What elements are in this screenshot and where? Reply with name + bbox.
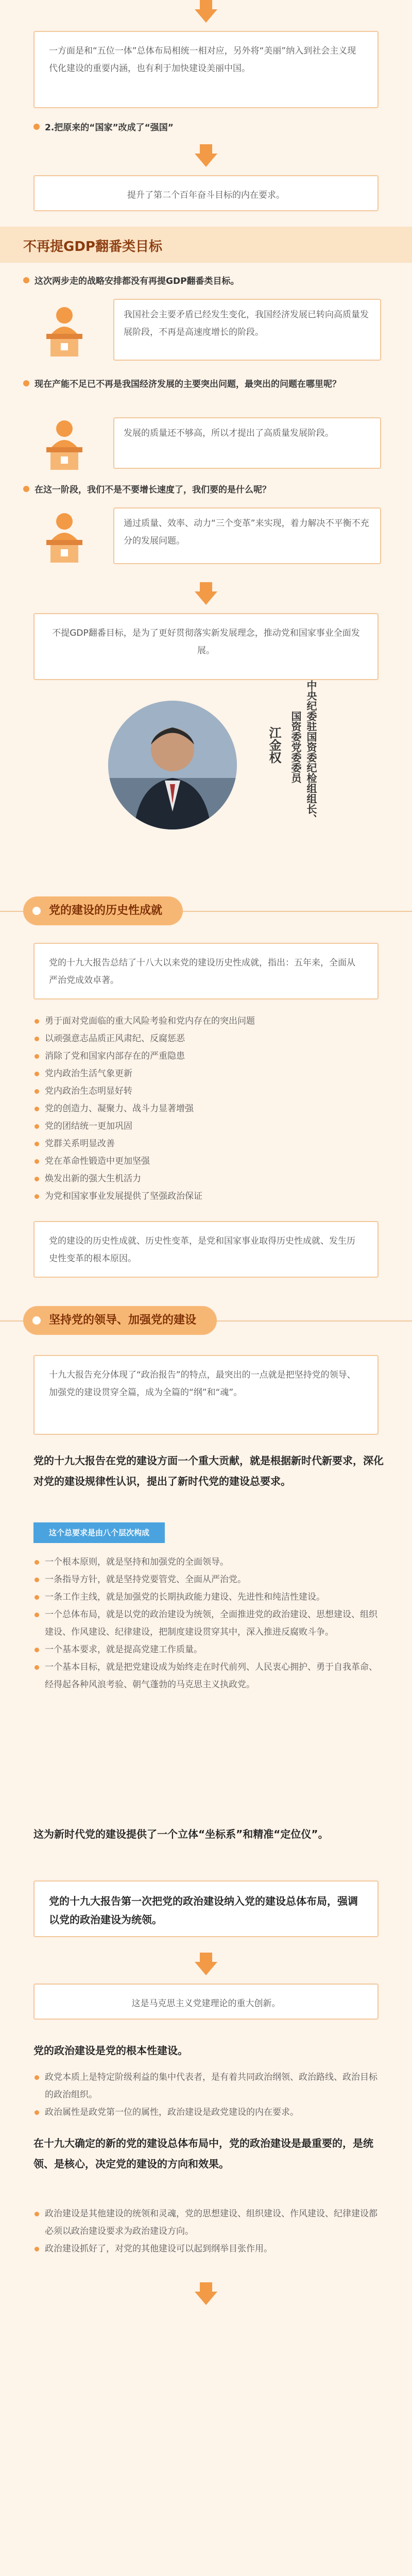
answer-box [113,507,381,564]
political-statement: 在十九大确定的新的党的建设总体布局中，党的政治建设是最重要的，是统领、是核心，决定党的建设的方向和效果。 [33,2137,373,2170]
section-header-gdp [0,227,412,263]
political-list [33,2069,384,2121]
list-item: 一条指导方针，就是坚持党要管党、全面从严治党。 [33,1571,384,1588]
list-item: 党的创造力、凝聚力、战斗力显著增强 [33,1100,384,1117]
pill-dot-icon [32,907,41,915]
section-pill-history [23,896,183,925]
speaker-title-line2: 国资委党委委员 [289,711,302,783]
list-item: 政治建设抓好了，对党的其他建设可以起到纲举目张作用。 [33,2240,384,2258]
question-text: 这次两步走的战略安排都没有再提GDP翻番类目标。 [35,276,239,286]
list-item: 一条工作主线，就是加强党的长期执政能力建设、先进性和纯洁性建设。 [33,1588,384,1606]
answer-box [113,417,381,469]
goal-box [33,175,379,211]
answer-text: 通过质量、效率、动力“三个变革”来实现，着力解决不平衡不充分的发展问题。 [124,518,369,546]
question-row [23,273,389,290]
leadership-intro-box [33,1355,379,1435]
speaker-portrait [108,701,237,829]
history-summary-box [33,1221,379,1278]
list-item: 党在革命性锻造中更加坚强 [33,1153,384,1170]
change-item-2-text: 2.把原来的“国家”改成了“强国” [45,123,174,133]
conclusion-text: 不提GDP翻番目标，是为了更好贯彻落实新发展理念，推动党和国家事业全面发展。 [52,628,360,656]
intro-paragraph: 一方面是和“五位一体”总体布局相统一相对应，另外将“美丽”纳入到社会主义现代化建设的重要内涵，也有利于加快建设美丽中国。 [49,46,356,74]
leadership-statement: 党的十九大报告在党的建设方面一个重大贡献，就是根据新时代新要求，深化对党的建设规律性认识，提出了新时代党的建设总要求。 [33,1454,384,1487]
innovation-box [33,1984,379,2020]
list-item: 政党本质上是特定阶级利益的集中代表者，是有着共同政治纲领、政治路线、政治目标的政治组织。 [33,2069,384,2104]
speaker-podium-icon [36,417,93,471]
political-title: 党的政治建设是党的根本性建设。 [33,2044,188,2057]
speaker-name: 江金权 [267,726,282,764]
history-list [33,1012,384,1205]
list-item: 一个总体布局，就是以党的政治建设为统领，全面推进党的政治建设、思想建设、组织建设、作风建设、纪律建设，把制度建设贯穿其中，深入推进反腐败斗争。 [33,1606,384,1641]
requirements-tag: 这个总要求是由八个层次构成 [33,1522,165,1543]
conclusion-box [33,613,379,680]
list-item: 以顽强意志品质正风肃纪、反腐惩恶 [33,1030,384,1047]
section-title: 不再提GDP翻番类目标 [23,239,162,255]
innovation-text: 这是马克思主义党建理论的重大创新。 [131,1998,281,2009]
down-arrow-icon [194,582,218,607]
section-title: 坚持党的领导、加强党的建设 [49,1314,197,1327]
list-item: 政治建设是其他建设的统领和灵魂，党的思想建设、组织建设、作风建设、纪律建设都必须以政治建设要求为政治建设方向。 [33,2205,384,2240]
section-title: 党的建设的历史性成就 [49,904,163,917]
section-pill-leadership [23,1306,217,1335]
goal-text: 提升了第二个百年奋斗目标的内在要求。 [127,190,285,200]
list-item: 为党和国家事业发展提供了坚强政治保证 [33,1188,384,1205]
intro-box [33,31,379,108]
answer-text: 发展的质量还不够高，所以才提出了高质量发展阶段。 [124,428,334,438]
history-intro-box [33,943,379,999]
list-item: 党内政治生活气象更新 [33,1065,384,1082]
list-item: 一个基本要求，就是提高党建工作质量。 [33,1641,384,1658]
bullet-dot-icon [23,277,29,283]
list-item: 消除了党和国家内部存在的严重隐患 [33,1047,384,1065]
question-row [23,376,389,393]
requirements-list [33,1553,384,1693]
list-item: 党内政治生态明显好转 [33,1082,384,1100]
pill-dot-icon [32,1316,41,1325]
list-item: 党群关系明显改善 [33,1135,384,1153]
bullet-dot-icon [23,486,29,492]
down-arrow-icon [194,0,218,25]
change-item-2 [33,120,399,136]
down-arrow-icon [194,2282,218,2307]
answer-text: 我国社会主要矛盾已经发生变化，我国经济发展已转向高质量发展阶段，不再是高速度增长的阶段。 [124,310,369,337]
list-item: 勇于面对党面临的重大风险考验和党内存在的突出问题 [33,1012,384,1030]
list-item: 一个基本目标，就是把党建设成为始终走在时代前列、人民衷心拥护、勇于自我革命、经得起各种风浪考验、朝气蓬勃的马克思主义执政党。 [33,1658,384,1693]
history-summary-text: 党的建设的历史性成就、历史性变革，是党和国家事业取得历史性成就、发生历史性变革的根本原因。 [49,1236,355,1264]
down-arrow-icon [194,144,218,169]
layout-text: 党的十九大报告第一次把党的政治建设纳入党的建设总体布局，强调以党的政治建设为统领。 [49,1895,358,1926]
speaker-podium-icon [36,304,93,358]
question-text: 在这一阶段，我们不是不要增长速度了，我们要的是什么呢？ [35,485,271,495]
bullet-dot-icon [33,124,40,130]
question-text: 现在产能不足已不再是我国经济发展的主要突出问题，最突出的问题在哪里呢？ [35,379,341,389]
history-intro-text: 党的十九大报告总结了十八大以来党的建设历史性成就，指出：五年来，全面从严治党成效卓著。 [49,958,355,986]
coordinate-statement: 这为新时代党的建设提供了一个立体“坐标系”和精准“定位仪”。 [33,1828,329,1840]
speaker-podium-icon [36,510,93,564]
list-item: 一个根本原则，就是坚持和加强党的全面领导。 [33,1553,384,1571]
down-arrow-icon [194,1953,218,1977]
leadership-intro-text: 十九大报告充分体现了“政治报告”的特点，最突出的一点就是把坚持党的领导、加强党的建设贯穿全篇，成为全篇的“纲”和“魂”。 [49,1370,356,1398]
list-item: 焕发出新的强大生机活力 [33,1170,384,1188]
bullet-dot-icon [23,380,29,386]
layout-box [33,1880,379,1937]
speaker-title-line1: 中央纪委驻国资委纪检组组长、 [305,680,317,824]
political-list-2 [33,2205,384,2258]
list-item: 党的团结统一更加巩固 [33,1117,384,1135]
list-item: 政治属性是政党第一位的属性，政治建设是政党建设的内在要求。 [33,2104,384,2121]
question-row [23,482,389,498]
answer-box [113,299,381,361]
